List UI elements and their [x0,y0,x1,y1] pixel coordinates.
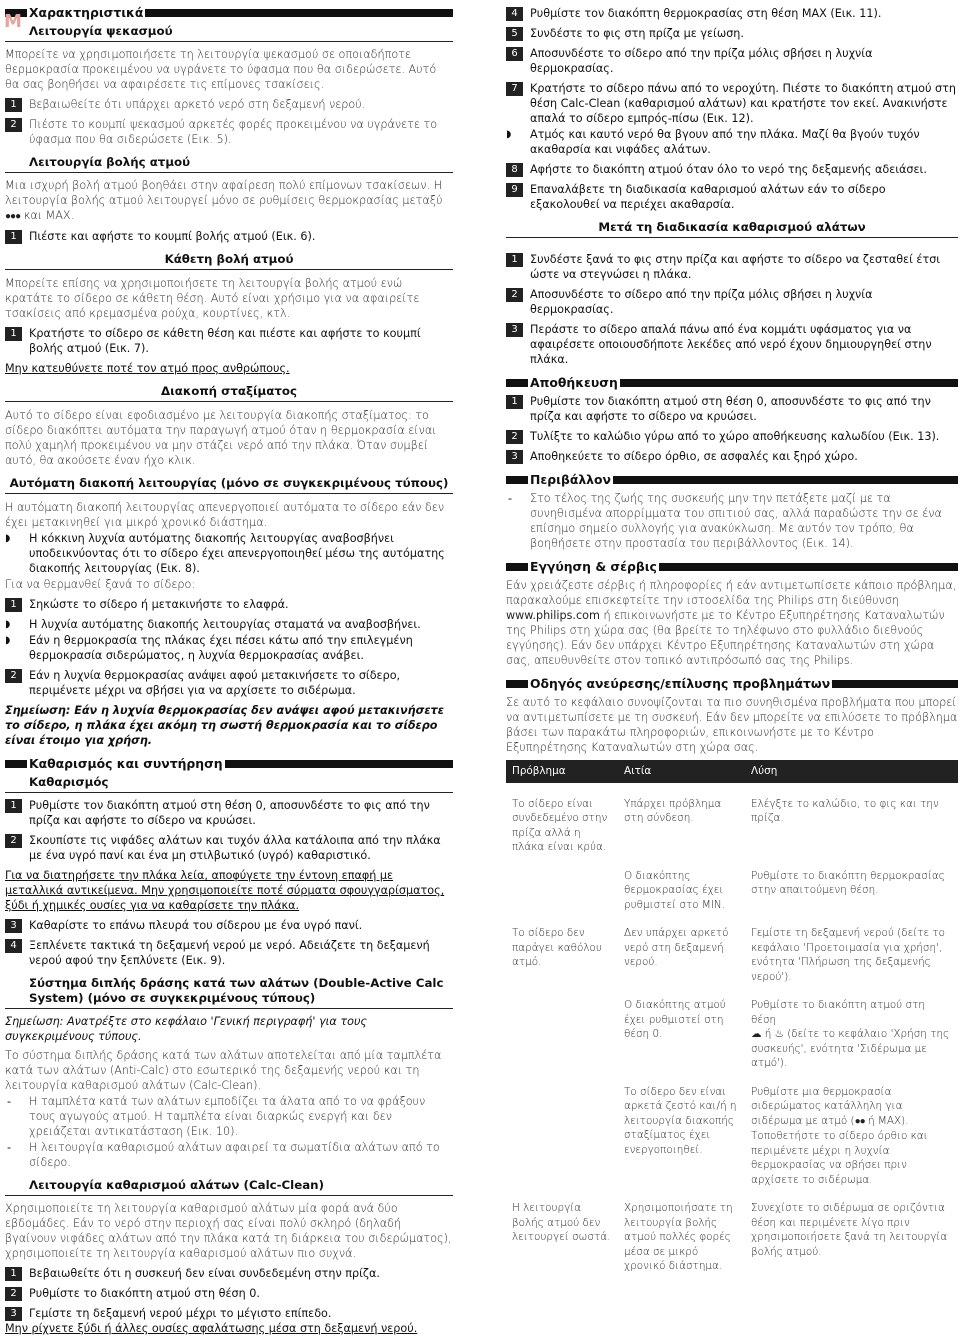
table-row [506,861,958,919]
cell-solution: Ελέγξτε το καλώδιο, το φις και την πρίζα. [751,797,939,824]
section-bar-right [620,379,958,387]
step-number: 2 [506,430,523,444]
cell-cause: Χρησιμοποιήσατε τη λειτουργία βολής ατμού πολλές φορές μέσα σε μικρό χρονικό διάστημα. [624,1202,733,1272]
numbered-step [5,798,453,828]
step-number: 2 [5,1287,22,1301]
header-solution: Λύση [745,760,958,783]
step-number: 1 [506,395,523,409]
steam-max-icon: ♨ [774,1028,784,1040]
step-number: 8 [506,163,523,177]
numbered-step [5,1266,453,1281]
step-number: 1 [5,327,22,341]
bullet-text: Η λυχνία αυτόματης διακοπής λειτουργίας σταματά να αναβοσβήνει. [29,618,421,631]
step-number: 3 [5,1307,22,1321]
bullet-item [5,531,453,576]
step-number: 1 [5,1267,22,1281]
numbered-step [506,81,958,126]
dash-text: Η λειτουργία καθαρισμού αλάτων αφαιρεί τα σωματίδια αλάτων από το σίδερο. [29,1141,440,1169]
bullet-item [5,633,453,663]
step-text: Αποσυνδέστε το σίδερο από την πρίζα μόλις σβήσει η λυχνία θερμοκρασίας. [530,288,873,316]
step-text: Περάστε το σίδερο απαλά πάνω από ένα κομμάτι υφάσματος για να αφαιρέσετε οποιουσδήποτε λεκέδες από νερό έχουν δημιουργηθεί στην πλάκα. [530,323,932,366]
section-bar-right [832,680,958,688]
section-header-cleaning [5,757,453,770]
section-title: Οδηγός ανεύρεσης/επίλυσης προβλημάτων [530,676,831,691]
solution-text: Ρυθμίστε μια θερμοκρασία σιδερώματος κατάλληλη για σιδέρωμα με ατμό ( [751,1085,903,1127]
solution-text-2: (δείτε το κεφάλαιο 'Χρήση της συσκευής', ενότητα 'Σιδέρωμα με ατμό'). [751,1028,950,1069]
step-text: Αποθηκεύετε το σίδερο όρθιο, σε ασφαλές και ξηρό χώρο. [530,450,858,463]
left-column [5,6,453,1336]
temp-dots-icon: ●●● [5,211,21,222]
step-text: Ρυθμίστε το διακόπτη ατμού στη θέση 0. [29,1287,260,1300]
auto-off-title: Αυτόματη διακοπή λειτουργίας (μόνο σε συγκεκριμένους τύπους) [5,476,453,494]
step-text: Πιέστε και αφήστε το κουμπί βολής ατμού (Εικ. 6). [29,230,316,243]
section-title: Αποθήκευση [530,375,618,390]
shot-text: Μια ισχυρή βολή ατμού βοηθάει στην αφαίρεση πολύ επίμονων τσακίσεων. Η λειτουργία βολής ατμού λειτουργεί μόνο σε ρυθμίσεις θερμοκρασίας μεταξύ [5,179,443,207]
step-text: Σκουπίστε τις νιφάδες αλάτων και τυχόν άλλα κατάλοιπα από την πλάκα με ένα υγρό πανί και ένα μη στιλβωτικό (υγρό) καθαριστικό. [29,834,441,862]
cell-solution: Ρυθμίστε το διακόπτη θερμοκρασίας στην απαιτούμενη θέση. [751,869,945,896]
bullet-icon: ◗ [506,129,512,140]
table-row [506,783,958,861]
dash-item [506,491,958,551]
numbered-step [506,449,958,464]
steam-cloud-icon: ☁ [751,1028,762,1040]
cell-solution [745,1077,958,1194]
section-bar-right [613,476,958,484]
step-number: 4 [5,939,22,953]
numbered-step [5,918,453,933]
step-number: 5 [506,27,523,41]
table-header-row [506,760,958,783]
temp-dots-icon: ●● [854,1115,865,1127]
bullet-icon: ◗ [5,619,11,630]
warranty-text-2: ή επικοινωνήστε με το Κέντρο Εξυπηρέτησης Καταναλωτών της Philips στη χώρα σας (θα βρείτε το τηλέφωνο στο φυλλάδιο διεθνούς εγγύησης). Εάν δεν υπάρχει Κέντρο Εξυπηρέτησης Καταναλωτών στη χώρα σας, απευθυνθείτε στον τοπικό αντιπρόσωπό σας της Philips. [506,609,945,667]
step-number: 2 [5,669,22,683]
calc-clean-title: Λειτουργία καθαρισμού αλάτων (Calc-Clean) [5,1178,453,1196]
shot-paragraph [5,178,453,224]
step-text: Συνδέστε το φις στη πρίζα με γείωση. [530,27,744,40]
dash-text: Στο τέλος της ζωής της συσκευής μην την πετάξετε μαζί με τα συνηθισμένα απορρίμματα του σπιτιού σας, αλλά παραδώστε την σε ένα επίσημο σημείο συλλογής για ανακύκλωση. Με αυτόν τον τρόπο, θα βοηθήσετε στην προστασία του περιβάλλοντος (Εικ. 14). [530,492,942,550]
section-bar-left [506,680,528,688]
section-header-warranty [506,560,958,573]
right-column [506,6,958,1280]
solution-text-2: ή MAX). Τοποθετήστε το σίδερο όρθιο και περιμένετε μέχρι η λυχνία θερμοκρασίας να σβήσει πριν αρχίσετε το σιδέρωμα. [751,1114,928,1186]
shot-title: Λειτουργία βολής ατμού [5,155,453,173]
auto-off-paragraph: Η αυτόματη διακοπή λειτουργίας απενεργοποιεί αυτόματα το σίδερο εάν δεν έχει μετακινηθεί για μικρό χρονικό διάστημα. [5,501,445,529]
numbered-step [506,429,958,444]
header-problem: Πρόβλημα [506,760,618,783]
cell-solution: Γεμίστε τη δεξαμενή νερού (δείτε το κεφάλαιο 'Προετοιμασία για χρήση', ενότητα 'Πλήρωση της δεξαμενής νερού'). [751,927,946,983]
cell-solution: Συνεχίστε το σιδέρωμα σε οριζόντια θέση και περιμένετε λίγο πριν χρησιμοποιήσετε ξανά τη λειτουργία βολής ατμού. [751,1202,948,1258]
drip-paragraph: Αυτό το σίδερο είναι εφοδιασμένο με λειτουργία διακοπής σταξίματος: το σίδερο διακόπτει αυτόματα την παραγωγή ατμού όταν η θερμοκρασία είναι πολύ χαμηλή προκειμένου να μην στάζει νερό από την πλάκα. Όταν συμβεί αυτό, θα ακούσετε έναν ήχο κλικ. [5,409,437,467]
spray-title: Λειτουργία ψεκασμού [5,24,453,42]
philips-url-link[interactable]: www.philips.com [506,609,600,622]
step-text: Ξεπλένετε τακτικά τη δεξαμενή νερού με νερό. Αδειάζετε τη δεξαμενή νερού αφού την ξεπλύνετε (Εικ. 9). [29,939,430,967]
step-text: Τυλίξτε το καλώδιο γύρω από το χώρο αποθήκευσης καλωδίου (Εικ. 13). [530,430,940,443]
numbered-step [506,162,958,177]
step-number: 1 [506,253,523,267]
section-bar-left [506,476,528,484]
auto-off-paragraph-2: Για να θερμανθεί ξανά το σίδερο: [5,578,196,591]
bullet-text: Ατμός και καυτό νερό θα βγουν από την πλάκα. Μαζί θα βγούν τυχόν ακαθαρσία και νιφάδες αλάτων. [530,128,920,156]
double-active-title: Σύστημα διπλής δράσης κατά των αλάτων (Double-Active Calc System) (μόνο σε συγκεκριμένους τύπους) [5,976,453,1009]
numbered-step [506,182,958,212]
dash-text: Η ταμπλέτα κατά των αλάτων εμποδίζει τα άλατα από το να φράξουν τους αγωγούς ατμού. Η ταμπλέτα είναι διαρκώς ενεργή και δεν χρειάζεται αντικατάσταση (Εικ. 10). [29,1095,426,1138]
shot-text-2: και MAX. [23,209,75,222]
bullet-text: Εάν η θερμοκρασία της πλάκας έχει πέσει κάτω από την επιλεγμένη θερμοκρασία σιδερώματος, η λυχνία θερμοκρασίας ανάβει. [29,634,413,662]
vertical-warning: Μην κατευθύνετε ποτέ τον ατμό προς ανθρώπους. [5,362,290,375]
numbered-step [5,229,453,244]
cell-cause: Το σίδερο δεν είναι αρκετά ζεστό και/ή η λειτουργία διακοπής σταξίματος έχει ενεργοποιηθεί. [624,1085,737,1156]
step-text: Εάν η λυχνία θερμοκρασίας ανάψει αφού μετακινήσετε το σίδερο, περιμένετε μέχρι να σβήσει για να αρχίσετε το σιδέρωμα. [29,669,401,697]
dash-marker: - [508,492,513,505]
step-text: Πιέστε το κουμπί ψεκασμού αρκετές φορές προκειμένου να υγράνετε το ύφασμα που θα σιδερώσετε (Εικ. 5). [29,118,438,146]
step-number: 4 [506,7,523,21]
numbered-step [506,6,958,21]
section-title: Χαρακτηριστικά [29,5,144,20]
step-number: 2 [506,288,523,302]
step-text: Σηκώστε το σίδερο ή μετακινήστε το ελαφρά. [29,598,289,611]
step-text: Ρυθμίστε τον διακόπτη θερμοκρασίας στη θέση MAX (Εικ. 11). [530,7,882,20]
table-row [506,918,958,990]
calc-clean-paragraph: Χρησιμοποιείτε τη λειτουργία καθαρισμού αλάτων μία φορά ανά δύο εβδομάδες. Εάν το νερό στην περιοχή σας είναι πολύ σκληρό (δηλαδή βγαίνουν νιφάδες αλάτων από την πλάκα κατά τη διάρκεια του σιδερώματος), χρησιμοποιείτε τη λειτουργία καθαρισμού αλάτων πιο συχνά. [5,1202,452,1260]
numbered-step [506,26,958,41]
table-row [506,990,958,1077]
step-text: Αφήστε το διακόπτη ατμού όταν όλο το νερό της δεξαμενής αδειάσει. [530,163,927,176]
header-cause: Αιτία [618,760,745,783]
bullet-icon: ◗ [5,635,11,646]
step-number: 9 [506,183,523,197]
table-row [506,1077,958,1194]
cell-problem: Το σίδερο είναι συνδεδεμένο στην πρίζα αλλά η πλάκα είναι κρύα. [512,797,608,853]
numbered-step [5,668,453,698]
cleaning-warning: Για να διατηρήσετε την πλάκα λεία, αποφύγετε την έντονη επαφή με μεταλλικά αντικείμενα. Μην χρησιμοποιείτε ποτέ σύρματα σφουγγαρίσματος, ξύδι ή χημικές ουσίες για να καθαρίσετε την πλάκα. [5,869,445,912]
section-bar-left [5,760,27,768]
cell-cause: Δεν υπάρχει αρκετό νερό στη δεξαμενή νερού. [624,927,729,968]
cleaning-title: Καθαρισμός [5,775,453,793]
numbered-step [506,252,958,282]
step-text: Ρυθμίστε τον διακόπτη ατμού στη θέση 0, αποσυνδέστε το φις από την πρίζα και αφήστε το σίδερο να κρυώσει. [530,395,931,423]
step-number: 2 [5,118,22,132]
dash-marker: - [7,1095,12,1108]
auto-off-note: Σημείωση: Εάν η λυχνία θερμοκρασίας δεν ανάψει αφού μετακινήσετε το σίδερο, η πλάκα έχει ακόμη τη σωστή θερμοκρασία και το σίδερο είναι έτοιμο για χρήση. [5,704,444,747]
section-title: Εγγύηση & σέρβις [530,559,657,574]
section-header-storage [506,376,958,389]
step-text: Κρατήστε το σίδερο πάνω από το νεροχύτη. Πιέστε το διακόπτη ατμού στη θέση Calc-Clean (καθαρισμού αλάτων) και κρατήστε τον εκεί. Ανακινήστε απαλά το σίδερο εμπρός-πίσω (Εικ. 12). [530,82,956,125]
cell-problem: Το σίδερο δεν παράγει καθόλου ατμό. [512,927,602,968]
cell-cause: Υπάρχει πρόβλημα στη σύνδεση. [624,797,722,824]
step-text: Ρυθμίστε τον διακόπτη ατμού στη θέση 0, αποσυνδέστε το φις από την πρίζα και αφήστε το σίδερο να κρυώσει. [29,799,430,827]
troubleshooting-table [506,760,958,1280]
numbered-step [506,287,958,317]
numbered-step [506,46,958,76]
double-active-note: Σημείωση: Ανατρέξτε στο κεφάλαιο 'Γενική περιγραφή' για τους συγκεκριμένους τύπους. [5,1015,367,1043]
numbered-step [5,117,453,147]
step-number: 3 [506,450,523,464]
section-bar-left [506,379,528,387]
section-header-environment [506,473,958,486]
section-bar-right [659,563,958,571]
cell-problem: Η λειτουργία βολής ατμού δεν λειτουργεί σωστά. [512,1202,611,1243]
cell-solution [745,990,958,1077]
calc-clean-warning: Μην ρίχνετε ξύδι ή άλλες ουσίες αφαλάτωσης μέσα στη δεξαμενή νερού. [5,1322,418,1335]
step-number: 6 [506,47,523,61]
numbered-step [5,833,453,863]
bullet-item [5,617,453,632]
step-number: 3 [5,919,22,933]
numbered-step [5,938,453,968]
cell-problem [506,990,618,1077]
double-active-paragraph: Το σύστημα διπλής δράσης κατά των αλάτων αποτελείται από μία ταμπλέτα κατά των αλάτων (Anti-Calc) στο εσωτερικό της δεξαμενής νερού και τη λειτουργία καθαρισμού αλάτων (Calc-Clean). [5,1049,442,1092]
step-number: 1 [5,98,22,112]
dash-marker: - [7,1141,12,1154]
dash-item [5,1140,453,1170]
section-title: Καθαρισμός και συντήρηση [29,756,223,771]
troubleshooting-paragraph: Σε αυτό το κεφάλαιο συνοψίζονται τα πιο συνηθισμένα προβλήματα που μπορεί να αντιμετωπίσετε με τη συσκευή. Εάν δεν μπορείτε να επιλύσετε το πρόβλημα βάσει των παρακάτω πληροφοριών, επικοινωνήστε με το Κέντρο Εξυπηρέτησης Καταναλωτών στη χώρα σας. [506,696,958,754]
section-bar-right [145,9,453,17]
spray-paragraph: Μπορείτε να χρησιμοποιήσετε τη λειτουργία ψεκασμού σε οποιαδήποτε θερμοκρασία προκειμένου να υγράνετε το ύφασμα που θα σιδερώσετε. Αυτό θα σας βοηθήσει να αφαιρέσετε τις επίμονες τσακίσεις. [5,48,437,91]
numbered-step [506,394,958,424]
numbered-step [5,1306,453,1321]
bullet-text: Η κόκκινη λυχνία αυτόματης διακοπής λειτουργίας αναβοσβήνει υποδεικνύοντας ότι το σίδερο έχει απενεργοποιηθεί μέσω της αυτόματης διακοπής λειτουργίας (Εικ. 8). [29,532,445,575]
cell-cause: Ο διακόπτης θερμοκρασίας έχει ρυθμιστεί στο MIN. [624,869,725,911]
bullet-item [506,127,958,157]
section-title: Περιβάλλον [530,472,611,487]
step-text: Συνδέστε ξανά το φις στην πρίζα και αφήστε το σίδερο να ζεσταθεί έτσι ώστε να στεγνώσει η πλάκα. [530,253,941,281]
step-number: 2 [5,834,22,848]
cell-problem [506,861,618,919]
step-number: 1 [5,598,22,612]
step-number: 3 [506,323,523,337]
section-header-troubleshooting [506,677,958,690]
table-row [506,1193,958,1280]
drip-stop-title: Διακοπή σταξίματος [5,384,453,402]
bullet-icon: ◗ [5,533,11,544]
numbered-step [5,97,453,112]
side-tab-letter: M [4,11,22,32]
dash-item [5,1094,453,1139]
after-calc-title: Μετά τη διαδικασία καθαρισμού αλάτων [506,220,958,238]
numbered-step [5,597,453,612]
numbered-step [5,1286,453,1301]
step-text: Βεβαιωθείτε ότι η συσκευή δεν είναι συνδεδεμένη στην πρίζα. [29,1267,380,1280]
step-text: Επαναλάβετε τη διαδικασία καθαρισμού αλάτων εάν το σίδερο εξακολουθεί να περιέχει ακαθαρσία. [530,183,886,211]
section-bar-left [506,563,528,571]
warranty-paragraph [506,578,958,668]
numbered-step [5,326,453,356]
step-text: Βεβαιωθείτε ότι υπάρχει αρκετό νερό στη δεξαμενή νερού. [29,98,366,111]
vertical-paragraph: Μπορείτε επίσης να χρησιμοποιήσετε τη λειτουργία βολής ατμού ενώ κρατάτε το σίδερο σε κάθετη θέση. Αυτό είναι χρήσιμο για να αφαιρείτε τσακίσεις από κρεμασμένα ρούχα, κουρτίνες, κτλ. [5,277,420,320]
numbered-step [506,322,958,367]
cell-problem [506,1077,618,1194]
section-bar-right [225,760,453,768]
step-number: 1 [5,799,22,813]
step-number: 1 [5,230,22,244]
step-text: Αποσυνδέστε το σίδερο από την πρίζα μόλις σβήσει η λυχνία θερμοκρασίας. [530,47,873,75]
cell-cause: Ο διακόπτης ατμού έχει ρυθμιστεί στη θέση 0. [624,999,726,1040]
vertical-shot-title: Κάθετη βολή ατμού [5,252,453,270]
step-text: Κρατήστε το σίδερο σε κάθετη θέση και πιέστε και αφήστε το κουμπί βολής ατμού (Εικ. 7). [29,327,421,355]
section-header-features [5,6,453,19]
warranty-text: Εάν χρειάζεστε σέρβις ή πληροφορίες ή εάν αντιμετωπίσετε κάποιο πρόβλημα, παρακαλούμε επισκεφτείτε την ιστοσελίδα της Philips στη διεύθυνση [506,579,957,607]
step-number: 7 [506,82,523,96]
step-text: Γεμίστε τη δεξαμενή νερού μέχρι το μέγιστο επίπεδο. [29,1307,332,1320]
step-text: Καθαρίστε το επάνω πλευρά του σίδερου με ένα υγρό πανί. [29,919,363,932]
solution-text-or: ή [764,1028,772,1040]
solution-text: Ρυθμίστε το διακόπτη ατμού στη θέση [751,999,925,1026]
